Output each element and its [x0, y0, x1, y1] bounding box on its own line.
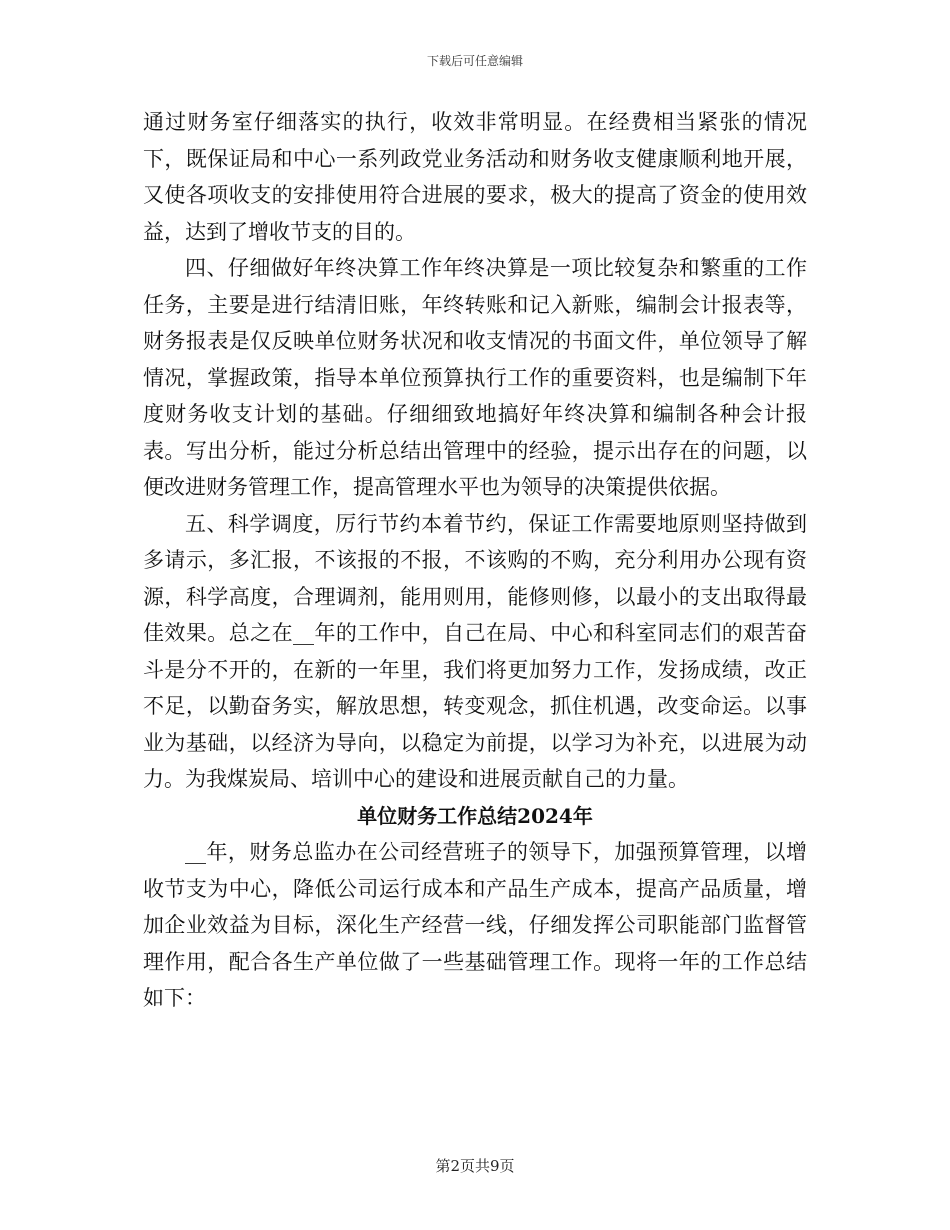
page-number: 第2页共9页: [435, 1157, 515, 1175]
paragraph-intro: __年，财务总监办在公司经营班子的领导下，加强预算管理，以增收节支为中心，降低公司运行成本和产品生产成本，提高产品质量，增加企业效益为目标，深化生产经营一线，仔细发挥公司职能部门监督管理作用，配合各生产单位做了一些基础管理工作。现将一年的工作总结如下：: [143, 840, 807, 1010]
paragraph-section-four: 四、仔细做好年终决算工作年终决算是一项比较复杂和繁重的工作任务，主要是进行结清旧账，年终转账和记入新账，编制会计报表等，财务报表是仅反映单位财务状况和收支情况的书面文件，单位领导了解情况，掌握政策，指导本单位预算执行工作的重要资料，也是编制下年度财务收支计划的基础。仔细细致地搞好年终决算和编制各种会计报表。写出分析，能过分析总结出管理中的经验，提示出存在的问题，以便改进财务管理工作，提高管理水平也为领导的决策提供依据。: [143, 256, 807, 499]
paragraph-section-five: 五、科学调度，厉行节约本着节约，保证工作需要地原则坚持做到多请示，多汇报，不该报的不报，不该购的不购，充分利用办公现有资源，科学高度，合理调剂，能用则用，能修则修，以最小的支出取得最佳效果。总之在__年的工作中，自己在局、中心和科室同志们的艰苦奋斗是分不开的，在新的一年里，我们将更加努力工作，发扬成绩，改正不足，以勤奋务实，解放思想，转变观念，抓住机遇，改变命运。以事业为基础，以经济为导向，以稳定为前提，以学习为补充，以进展为动力。为我煤炭局、培训中心的建设和进展贡献自己的力量。: [143, 511, 807, 791]
page-header-note: 下载后可任意编辑: [426, 54, 523, 68]
paragraph-continuation: 通过财务室仔细落实的执行，收效非常明显。在经费相当紧张的情况下，既保证局和中心一系列政党业务活动和财务收支健康顺利地开展，又使各项收支的安排使用符合进展的要求，极大的提高了资金的使用效益，达到了增收节支的目的。: [143, 110, 807, 244]
section-title: 单位财务工作总结2024年: [357, 803, 593, 828]
document-body: [143, 104, 807, 1017]
